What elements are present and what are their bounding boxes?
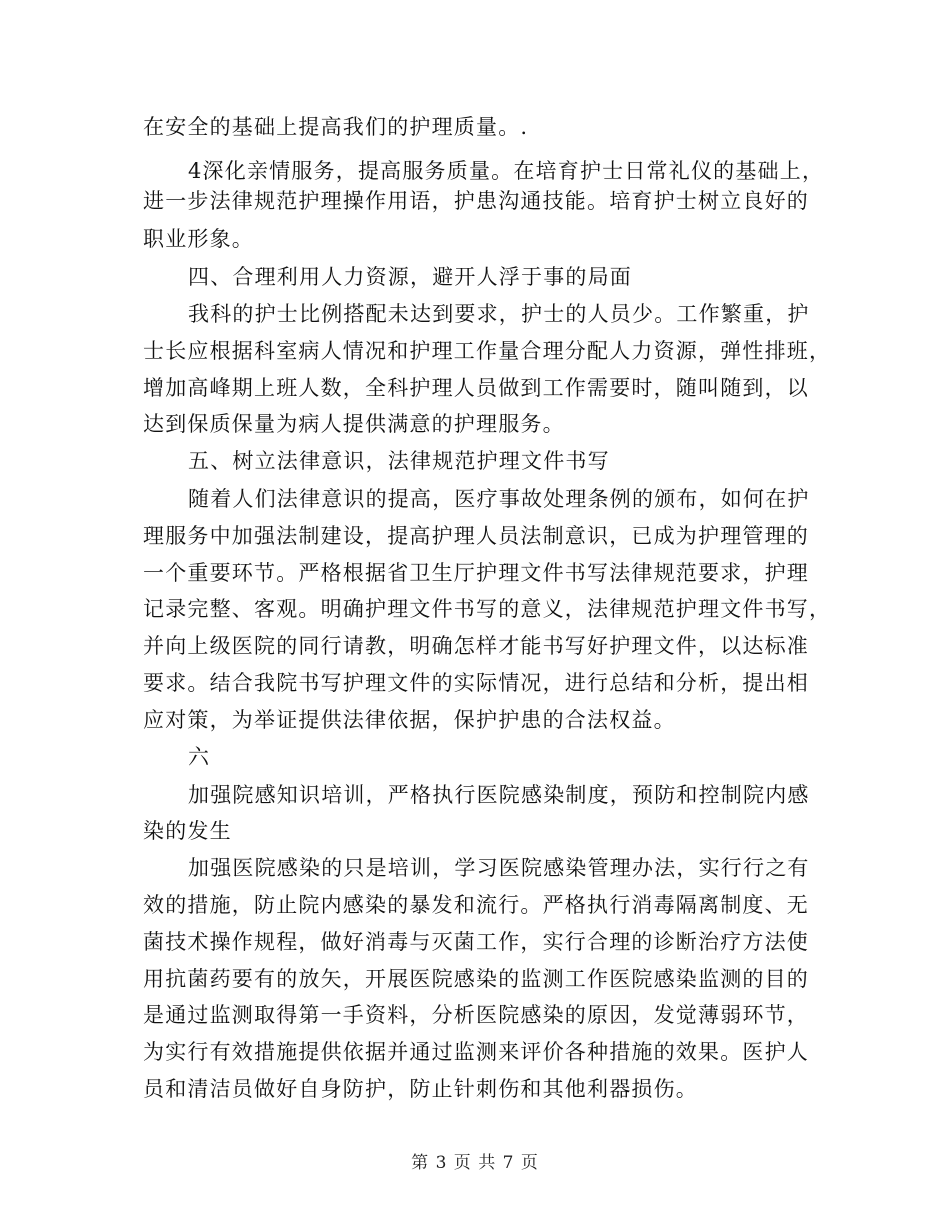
text-line: 4深化亲情服务，提高服务质量。在培育护士日常礼仪的基础上， xyxy=(188,159,825,183)
section-heading: 染的发生 xyxy=(143,819,232,843)
text-line: 进一步法律规范护理操作用语，护患沟通技能。培育护士树立良好的 xyxy=(143,189,809,213)
text-line: 应对策，为举证提供法律依据，保护护患的合法权益。 xyxy=(143,708,676,732)
section-heading: 加强院感知识培训，严格执行医院感染制度，预防和控制院内感 xyxy=(188,783,810,807)
text-line: 是通过监测取得第一手资料，分析医院感染的原因，发觉薄弱环节， xyxy=(143,1003,809,1027)
text-line: 一个重要环节。严格根据省卫生厅护理文件书写法律规范要求，护理 xyxy=(143,561,809,585)
text-line: 菌技术操作规程，做好消毒与灭菌工作，实行合理的诊断治疗方法使 xyxy=(143,930,809,954)
text-line: 并向上级医院的同行请教，明确怎样才能书写好护理文件，以达标准 xyxy=(143,634,809,658)
section-heading: 五、树立法律意识，法律规范护理文件书写 xyxy=(188,449,610,473)
text-line: 员和清洁员做好自身防护，防止针刺伤和其他利器损伤。 xyxy=(143,1077,698,1101)
section-heading: 六 xyxy=(188,745,211,769)
text-line: 为实行有效措施提供依据并通过监测来评价各种措施的效果。医护人 xyxy=(143,1040,809,1064)
page-number-footer: 第 3 页 共 7 页 xyxy=(411,1153,539,1173)
text-line: 在安全的基础上提高我们的护理质量。. xyxy=(143,115,529,139)
text-line: 随着人们法律意识的提高，医疗事故处理条例的颁布，如何在护 xyxy=(188,487,810,511)
text-line: 达到保质保量为病人提供满意的护理服务。 xyxy=(143,412,565,436)
text-line: 我科的护士比例搭配未达到要求，护士的人员少。工作繁重，护 xyxy=(188,302,810,326)
text-line: 效的措施，防止院内感染的暴发和流行。严格执行消毒隔离制度、无 xyxy=(143,893,809,917)
text-line: 士长应根据科室病人情况和护理工作量合理分配人力资源，弹性排班， xyxy=(143,339,832,363)
section-heading: 四、合理利用人力资源，避开人浮于事的局面 xyxy=(188,265,632,289)
text-line: 增加高峰期上班人数，全科护理人员做到工作需要时，随叫随到，以 xyxy=(143,376,809,400)
text-line: 记录完整、客观。明确护理文件书写的意义，法律规范护理文件书写， xyxy=(143,597,832,621)
text-line: 要求。结合我院书写护理文件的实际情况，进行总结和分析，提出相 xyxy=(143,671,809,695)
text-line: 用抗菌药要有的放矢，开展医院感染的监测工作医院感染监测的目的 xyxy=(143,967,809,991)
text-line: 职业形象。 xyxy=(143,227,254,251)
text-line: 理服务中加强法制建设，提高护理人员法制意识，已成为护理管理的 xyxy=(143,524,809,548)
text-line: 加强医院感染的只是培训，学习医院感染管理办法，实行行之有 xyxy=(188,856,810,880)
